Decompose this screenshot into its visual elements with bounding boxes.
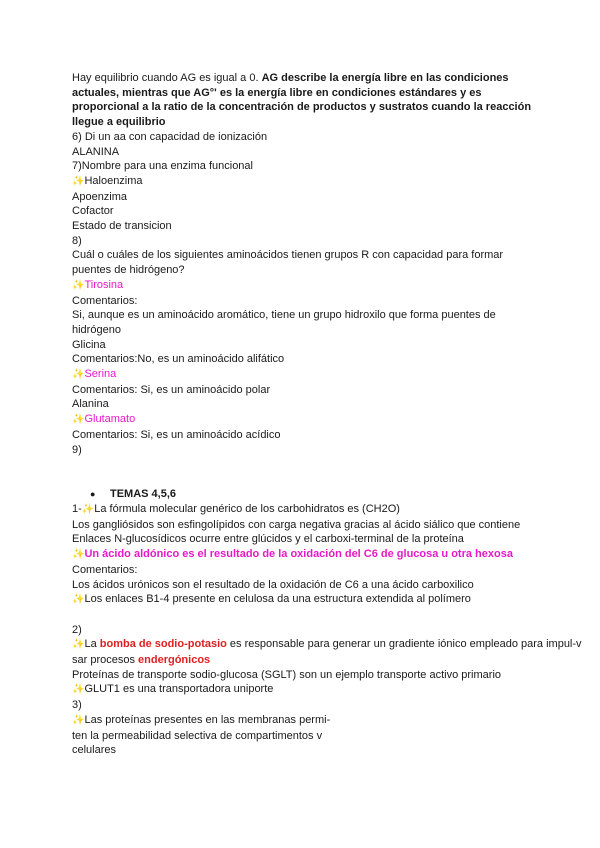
sparkles-icon: ✨ (72, 639, 85, 651)
q7-option-haloenzima: ✨Haloenzima (72, 174, 143, 187)
sparkles-icon: ✨ (72, 594, 85, 606)
t1-line2: Los gangliósidos son esfingolípidos con carga negativa gracias al ácido siálico que contiene (72, 518, 521, 531)
sparkles-icon: ✨ (72, 369, 85, 381)
q6-question: 6) Di un aa con capacidad de ionización (72, 130, 268, 143)
q7-option-estado: Estado de transicion (72, 220, 172, 233)
q8-glicina-comment: Comentarios:No, es un aminoácido alifático (72, 353, 285, 366)
bullet-icon: ● (90, 489, 96, 500)
document-body (72, 71, 582, 758)
intro-normal-text: Hay equilibrio cuando AG es igual a 0. (72, 72, 262, 84)
sparkles-icon: ✨ (81, 503, 95, 515)
intro-paragraph (72, 71, 542, 130)
t1-line5: Los ácidos urónicos son el resultado de la oxidación de C6 a una ácido carboxilico (72, 578, 474, 591)
q6-answer: ALANINA (72, 145, 120, 158)
intro-bold-text: AG describe la energía libre en las condiciones actuales, mientras que AG°' es la energía libre en condiciones estándares y es proporcional a la ratio de la concentración de productos y sustratos cuando la reacción llegue a equilibrio (72, 72, 532, 129)
sparkles-icon: ✨ (72, 714, 85, 726)
q7-option-apoenzima: Apoenzima (72, 190, 128, 203)
t3-line1: ✨Las proteínas presentes en las membranas permi- (72, 713, 331, 726)
q8-question: Cuál o cuáles de los siguientes aminoácidos tienen grupos R con capacidad para formar puentes de hidrógeno? (72, 249, 504, 277)
q7-option-cofactor: Cofactor (72, 205, 114, 218)
q7-question: 7)Nombre para una enzima funcional (72, 160, 253, 173)
t1-line3: Enlaces N-glucosídicos ocurre entre glúcidos y el carboxi-terminal de la proteína (72, 533, 464, 546)
t1-line4: ✨Un ácido aldónico es el resultado de la oxidación del C6 de glucosa u otra hexosa (72, 548, 513, 561)
sparkles-icon: ✨ (72, 414, 85, 426)
t3-line3: celulares (72, 744, 117, 757)
t2-line2: sar procesos endergónicos (72, 654, 211, 666)
t1-line1: 1-✨La fórmula molecular genérico de los carbohidratos es (CH2O) (72, 502, 400, 515)
q8-alanina: Alanina (72, 398, 109, 411)
t1-line6: ✨Los enlaces B1-4 presente en celulosa da una estructura extendida al polímero (72, 593, 471, 606)
t2-line1: ✨La bomba de sodio-potasio es responsable para generar un gradiente iónico empleado para impul-v (72, 638, 582, 651)
t2-number: 2) (72, 623, 82, 636)
t2-line3: Proteínas de transporte sodio-glucosa (SGLT) son un ejemplo transporte activo primario (72, 668, 502, 681)
sparkles-icon: ✨ (72, 279, 85, 291)
sparkles-icon: ✨ (72, 175, 85, 187)
sparkles-icon: ✨ (72, 549, 85, 561)
q8-serina: ✨Serina (72, 368, 117, 381)
q8-comentarios-label: Comentarios: (72, 294, 138, 307)
q8-glutamato-comment: Comentarios: Si, es un aminoácido acídico (72, 428, 281, 441)
t2-line4: ✨GLUT1 es una transportadora uniporte (72, 683, 274, 696)
t3-line2: ten la permeabilidad selectiva de compartimentos v (72, 729, 323, 742)
q9-number: 9) (72, 443, 82, 456)
t1-comentarios-label: Comentarios: (72, 563, 138, 576)
q8-serina-comment: Comentarios: Si, es un aminoácido polar (72, 383, 271, 396)
q8-glicina: Glicina (72, 338, 106, 351)
q8-glutamato: ✨Glutamato (72, 413, 136, 426)
q8-tirosina-comment: Si, aunque es un aminoácido aromático, tiene un grupo hidroxilo que forma puentes de hidrógeno (72, 309, 496, 336)
q8-tirosina: ✨Tirosina (72, 278, 124, 291)
t3-number: 3) (72, 699, 82, 712)
q8-number: 8) (72, 234, 82, 247)
temas-heading: ● TEMAS 4,5,6 (90, 488, 177, 501)
sparkles-icon: ✨ (72, 684, 85, 696)
